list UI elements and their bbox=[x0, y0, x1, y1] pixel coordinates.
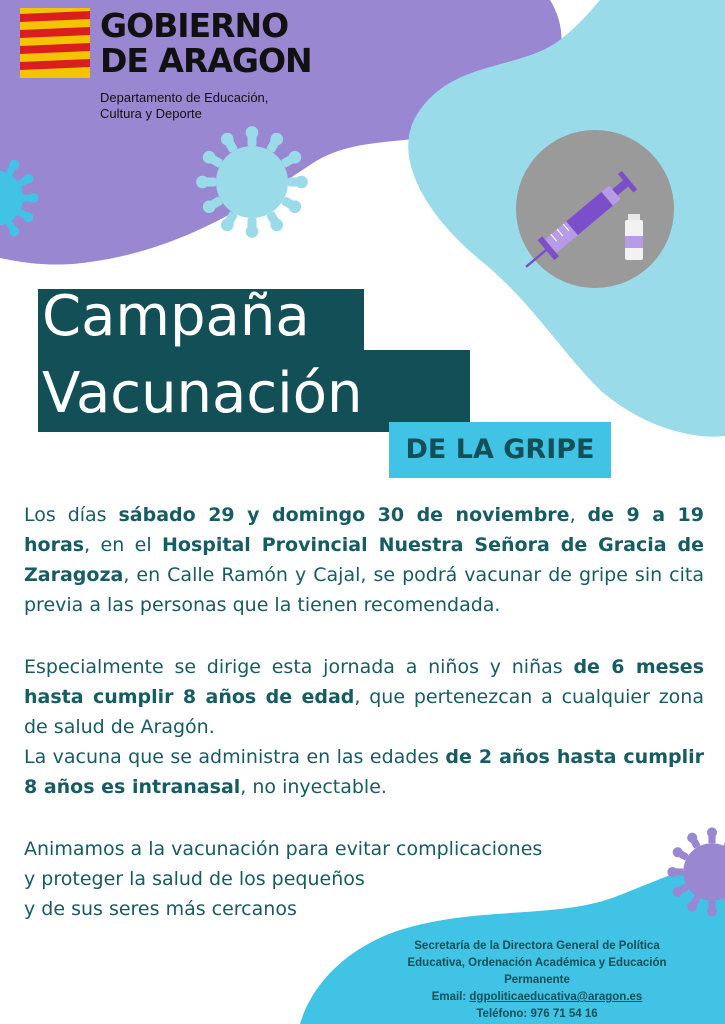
footer-line: Permanente bbox=[504, 974, 570, 986]
hospital-highlight: Hospital Provincial Nuestra Señora de Gracia de Zaragoza bbox=[24, 534, 704, 586]
age-highlight: de 6 meses hasta cumplir 8 años de edad bbox=[24, 656, 705, 708]
text: , en Calle Ramón y Cajal, se podrá vacunar de gripe sin cita previa a las personas que la tienen recomendada. bbox=[24, 564, 704, 616]
subtitle: DE LA GRIPE bbox=[405, 434, 595, 465]
text: , bbox=[569, 504, 588, 526]
text: La vacuna que se administra en las edades bbox=[24, 746, 446, 768]
syringe-vial-icon bbox=[516, 130, 674, 288]
intranasal-highlight: de 2 años hasta cumplir 8 años es intranasal bbox=[24, 746, 704, 798]
email-link[interactable]: dgpoliticaeducativa@aragon.es bbox=[469, 991, 643, 1003]
text: Especialmente se dirige esta jornada a niños y niñas bbox=[24, 656, 574, 678]
syringe-badge bbox=[516, 130, 674, 288]
paragraph-vaccine-type bbox=[24, 742, 704, 802]
paragraph-dates-location bbox=[24, 500, 704, 620]
logo-title-line2: DE ARAGON bbox=[100, 41, 312, 80]
logo-title-line1: GOBIERNO bbox=[100, 6, 289, 45]
dates-highlight: sábado 29 y domingo 30 de noviembre bbox=[118, 504, 570, 526]
title-line2: Vacunación bbox=[42, 361, 363, 426]
paragraph-target-group bbox=[24, 652, 704, 742]
text: , en el bbox=[84, 534, 162, 556]
text: y proteger la salud de los pequeños bbox=[24, 868, 365, 890]
department-line1: Departamento de Educación, bbox=[100, 90, 269, 105]
department-name bbox=[100, 90, 340, 122]
text: y de sus seres más cercanos bbox=[24, 898, 297, 920]
footer-contact bbox=[372, 938, 702, 1023]
footer-line: Educativa, Ordenación Académica y Educación bbox=[407, 957, 667, 969]
text: Los días bbox=[24, 504, 119, 526]
aragon-flag-logo bbox=[20, 8, 90, 78]
department-line2: Cultura y Deporte bbox=[100, 106, 202, 121]
text: , que pertenezcan a cualquier zona de salud de Aragón. bbox=[24, 686, 704, 738]
footer-phone: Teléfono: 976 71 54 16 bbox=[476, 1008, 598, 1020]
paragraph-encouragement bbox=[24, 834, 704, 924]
footer-email-line bbox=[372, 989, 702, 1006]
footer-line: Secretaría de la Directora General de Política bbox=[414, 940, 660, 952]
title-line1: Campaña bbox=[42, 284, 310, 349]
hours-highlight: de 9 a 19 horas bbox=[24, 504, 704, 556]
text: , no inyectable. bbox=[240, 776, 387, 798]
logo-title bbox=[100, 8, 370, 78]
text: Animamos a la vacunación para evitar complicaciones bbox=[24, 838, 543, 860]
email-label: Email: bbox=[431, 991, 470, 1003]
